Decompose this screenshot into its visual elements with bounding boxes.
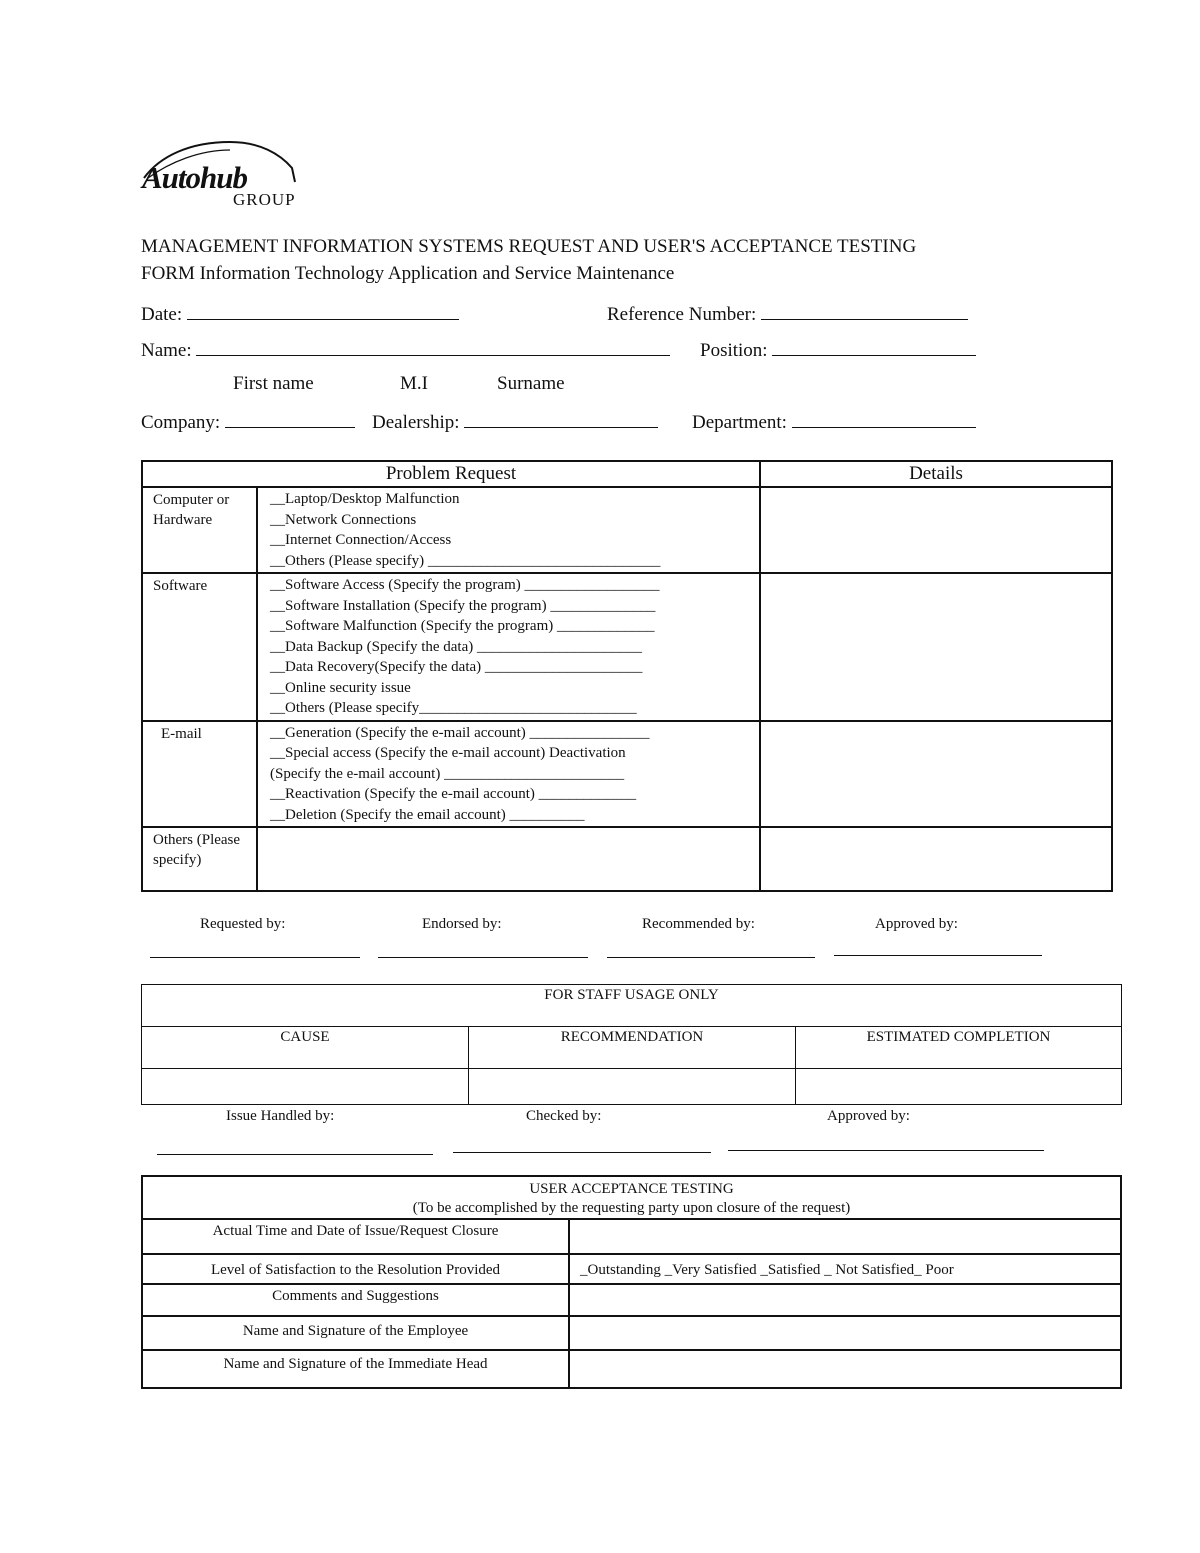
checked-signature-line[interactable] xyxy=(453,1152,711,1153)
position-label: Position: xyxy=(700,340,768,361)
position-field[interactable] xyxy=(700,338,976,362)
list-item[interactable]: __Others (Please specify_____________________________ xyxy=(270,700,637,716)
list-item[interactable]: __Online security issue xyxy=(270,679,411,696)
date-line[interactable] xyxy=(187,302,459,320)
software-details[interactable] xyxy=(760,573,1112,721)
category-software: Software xyxy=(142,573,257,721)
department-label: Department: xyxy=(692,412,787,433)
satisfaction-options[interactable]: _Outstanding _Very Satisfied _Satisfied _ Not Satisfied_ Poor xyxy=(569,1254,1121,1284)
table-row xyxy=(142,573,1112,721)
date-field[interactable] xyxy=(141,302,459,326)
problem-request-header: Problem Request xyxy=(142,461,760,487)
list-item[interactable]: __Deletion (Specify the email account) __________ xyxy=(270,806,585,823)
company-field[interactable] xyxy=(141,410,355,434)
surname-hint: Surname xyxy=(497,373,565,394)
approved-signature-line-2[interactable] xyxy=(728,1150,1044,1151)
requested-signature-line[interactable] xyxy=(150,957,360,958)
table-row xyxy=(142,721,1112,828)
others-details[interactable] xyxy=(760,827,1112,891)
hardware-items xyxy=(257,487,760,573)
list-item[interactable]: __Laptop/Desktop Malfunction xyxy=(270,491,460,507)
list-item[interactable]: __Software Installation (Specify the program) ______________ xyxy=(270,597,656,614)
department-line[interactable] xyxy=(792,410,976,428)
approved-by-label: Approved by: xyxy=(875,916,958,932)
list-item[interactable]: __Internet Connection/Access xyxy=(270,532,452,548)
email-details[interactable] xyxy=(760,721,1112,828)
uat-label: Level of Satisfaction to the Resolution Provided xyxy=(142,1254,569,1284)
table-row xyxy=(142,1219,1121,1254)
list-item[interactable]: __Data Backup (Specify the data) ______________________ xyxy=(270,638,643,655)
uat-label: Name and Signature of the Employee xyxy=(142,1316,569,1350)
list-item[interactable]: __Reactivation (Specify the e-mail account) _____________ xyxy=(270,786,637,802)
name-line[interactable] xyxy=(196,338,670,356)
table-row xyxy=(142,1350,1121,1388)
category-others: Others (Please specify) xyxy=(142,827,257,891)
recommended-signature-line[interactable] xyxy=(607,957,815,958)
recommendation-cell[interactable] xyxy=(469,1069,796,1105)
staff-usage-table xyxy=(141,984,1122,1105)
list-item[interactable]: __Generation (Specify the e-mail account) ________________ xyxy=(270,724,650,741)
requested-by-label: Requested by: xyxy=(200,916,286,932)
user-acceptance-table xyxy=(141,1175,1122,1389)
uat-label: Actual Time and Date of Issue/Request Closure xyxy=(142,1219,569,1254)
department-field[interactable] xyxy=(692,410,976,434)
reference-field[interactable] xyxy=(607,302,968,326)
software-items xyxy=(257,573,760,721)
logo-sub: GROUP xyxy=(233,190,296,209)
approved-by-label-2: Approved by: xyxy=(827,1108,910,1124)
table-row xyxy=(142,487,1112,573)
category-hardware: Computer or Hardware xyxy=(142,487,257,573)
name-label: Name: xyxy=(141,340,192,361)
details-header: Details xyxy=(760,461,1112,487)
approved-signature-line[interactable] xyxy=(834,955,1042,956)
dealership-line[interactable] xyxy=(464,410,658,428)
issue-handled-label: Issue Handled by: xyxy=(226,1108,335,1124)
cause-cell[interactable] xyxy=(142,1069,469,1105)
endorsed-signature-line[interactable] xyxy=(378,957,588,958)
name-field[interactable] xyxy=(141,338,670,362)
table-row xyxy=(142,1284,1121,1316)
dealership-field[interactable] xyxy=(372,410,658,434)
list-item[interactable]: __Software Malfunction (Specify the program) _____________ xyxy=(270,618,655,634)
form-title-line1: MANAGEMENT INFORMATION SYSTEMS REQUEST AND USER'S ACCEPTANCE TESTING xyxy=(141,236,917,257)
hardware-details[interactable] xyxy=(760,487,1112,573)
email-items xyxy=(257,721,760,828)
table-row xyxy=(142,827,1112,891)
uat-value[interactable] xyxy=(569,1316,1121,1350)
list-item[interactable]: __Others (Please specify) _______________________________ xyxy=(270,552,661,569)
uat-header xyxy=(142,1176,1121,1219)
endorsed-by-label: Endorsed by: xyxy=(422,916,502,932)
list-item[interactable]: (Specify the e-mail account) ________________________ xyxy=(270,765,625,782)
recommended-by-label: Recommended by: xyxy=(642,916,755,932)
mi-hint: M.I xyxy=(400,373,428,394)
checked-by-label: Checked by: xyxy=(526,1108,602,1124)
first-name-hint: First name xyxy=(233,373,314,394)
company-logo xyxy=(140,138,320,218)
uat-title: USER ACCEPTANCE TESTING xyxy=(529,1181,734,1197)
company-label: Company: xyxy=(141,412,221,433)
table-row xyxy=(142,1254,1121,1284)
uat-label: Name and Signature of the Immediate Head xyxy=(142,1350,569,1388)
category-email: E-mail xyxy=(142,721,257,828)
problem-request-table xyxy=(141,460,1113,892)
uat-value[interactable] xyxy=(569,1284,1121,1316)
estimated-completion-cell[interactable] xyxy=(796,1069,1122,1105)
form-title xyxy=(141,233,916,287)
uat-label: Comments and Suggestions xyxy=(142,1284,569,1316)
table-row xyxy=(142,1316,1121,1350)
uat-value[interactable] xyxy=(569,1350,1121,1388)
list-item[interactable]: __Data Recovery(Specify the data) _____________________ xyxy=(270,659,643,675)
reference-label: Reference Number: xyxy=(607,304,757,325)
logo-brand: Autohub xyxy=(142,160,248,195)
form-title-line2: FORM Information Technology Application and Service Maintenance xyxy=(141,263,675,284)
list-item[interactable]: __Network Connections xyxy=(270,511,417,528)
date-label: Date: xyxy=(141,304,183,325)
uat-subtitle: (To be accomplished by the requesting party upon closure of the request) xyxy=(412,1200,851,1216)
staff-usage-title: FOR STAFF USAGE ONLY xyxy=(142,985,1122,1027)
reference-line[interactable] xyxy=(761,302,968,320)
others-items[interactable] xyxy=(257,827,760,891)
position-line[interactable] xyxy=(772,338,976,356)
list-item[interactable]: __Special access (Specify the e-mail account) Deactivation xyxy=(270,745,626,761)
handled-signature-line[interactable] xyxy=(157,1154,433,1155)
uat-value[interactable] xyxy=(569,1219,1121,1254)
dealership-label: Dealership: xyxy=(372,412,460,433)
estimated-completion-header: ESTIMATED COMPLETION xyxy=(796,1027,1122,1069)
recommendation-header: RECOMMENDATION xyxy=(469,1027,796,1069)
company-line[interactable] xyxy=(225,410,355,428)
cause-header: CAUSE xyxy=(142,1027,469,1069)
list-item[interactable]: __Software Access (Specify the program) __________________ xyxy=(270,577,660,593)
